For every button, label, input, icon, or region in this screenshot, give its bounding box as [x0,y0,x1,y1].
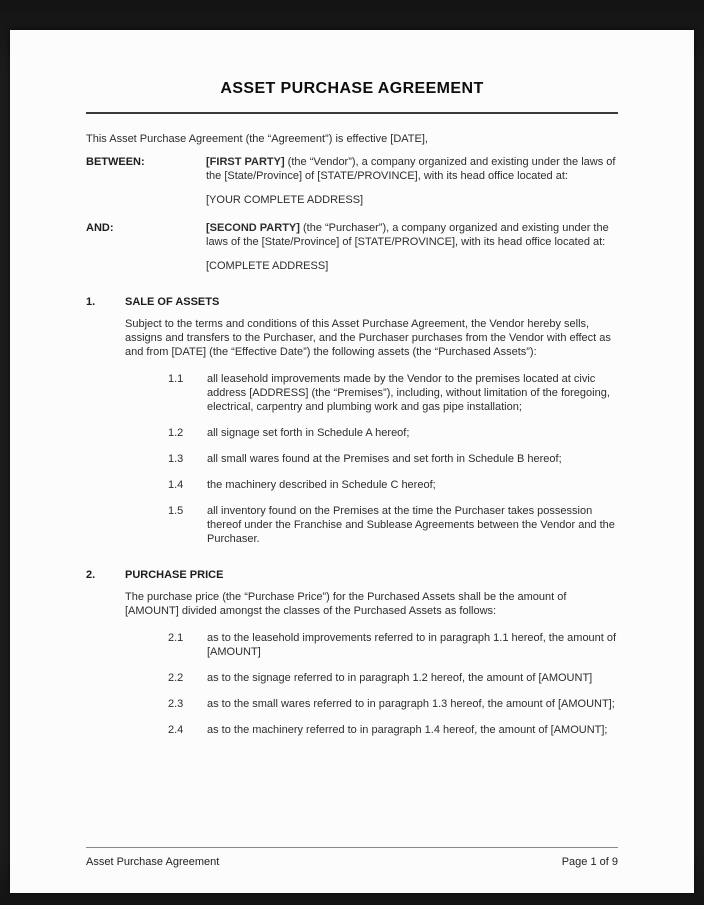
list-item [168,631,618,659]
section-title: SALE OF ASSETS [125,296,220,308]
party-name-placeholder: [SECOND PARTY] [206,222,300,234]
item-text: all inventory found on the Premises at the time the Purchaser takes possession thereof under the Franchise and Sublease Agreements between the Vendor and the Purchaser. [207,505,615,545]
section-title: PURCHASE PRICE [125,569,224,581]
item-number: 2.4 [168,724,184,736]
party-address-placeholder: [YOUR COMPLETE ADDRESS] [206,194,364,206]
item-text: as to the leasehold improvements referred to in paragraph 1.1 hereof, the amount of [AMOUNT] [207,632,617,658]
list-item [168,671,618,685]
section-number: 2. [86,569,96,581]
section-heading-purchase-price [86,568,618,582]
section-number: 1. [86,296,96,308]
party-text [206,155,618,183]
list-item [168,504,618,546]
section-intro-paragraph: Subject to the terms and conditions of this Asset Purchase Agreement, the Vendor hereby sells, assigns and transfers to the Purchaser, and the Purchaser purchases from the Vendor with effect as and from [DATE] (the “Effective Date”) the following assets (the “Purchased Assets”): [125,318,611,358]
list-item [168,697,618,711]
document-title: ASSET PURCHASE AGREEMENT [220,80,484,97]
list-item [168,372,618,414]
item-text: as to the small wares referred to in paragraph 1.3 hereof, the amount of [AMOUNT]; [207,698,615,710]
document-page [10,30,694,893]
intro-paragraph: This Asset Purchase Agreement (the “Agreement”) is effective [DATE], [86,133,428,145]
party-name-placeholder: [FIRST PARTY] [206,156,285,168]
item-number: 1.1 [168,373,184,385]
list-item [168,452,618,466]
page-footer [86,847,618,869]
item-number: 2.2 [168,672,184,684]
party-description: (the “Vendor”), a company organized and existing under the laws of the [State/Province] of [STATE/PROVINCE], with its head office located at: [206,156,616,182]
item-text: as to the signage referred to in paragraph 1.2 hereof, the amount of [AMOUNT] [207,672,593,684]
item-number: 1.3 [168,453,184,465]
item-text: all small wares found at the Premises and set forth in Schedule B hereof; [207,453,562,465]
item-text: all signage set forth in Schedule A hereof; [207,427,410,439]
item-number: 1.4 [168,479,184,491]
party-description: (the “Purchaser”), a company organized and existing under the laws of the [State/Province] of [STATE/PROVINCE], with its head office located at: [206,222,609,248]
party-text [206,221,618,249]
party-block-and [86,221,618,273]
item-number: 2.3 [168,698,184,710]
item-number: 1.2 [168,427,184,439]
party-label: AND: [86,222,114,234]
party-label: BETWEEN: [86,156,145,168]
list-item [168,723,618,737]
section-heading-sale-of-assets [86,295,618,309]
party-address-placeholder: [COMPLETE ADDRESS] [206,260,329,272]
party-block-between [86,155,618,207]
title-divider [86,112,618,114]
footer-page-number: Page 1 of 9 [561,856,618,868]
item-number: 1.5 [168,505,184,517]
section-intro-paragraph: The purchase price (the “Purchase Price”) for the Purchased Assets shall be the amount of [AMOUNT] divided amongst the classes of the Purchased Assets as follows: [125,591,567,617]
item-number: 2.1 [168,632,184,644]
footer-document-name: Asset Purchase Agreement [86,856,220,868]
list-item [168,478,618,492]
item-text: all leasehold improvements made by the Vendor to the premises located at civic address [ADDRESS] (the “Premises”), including, without limitation of the foregoing, electrical, carpentry and plumbing work and gas pipe installation; [207,373,610,413]
item-text: the machinery described in Schedule C hereof; [207,479,436,491]
item-text: as to the machinery referred to in paragraph 1.4 hereof, the amount of [AMOUNT]; [207,724,608,736]
list-item [168,426,618,440]
